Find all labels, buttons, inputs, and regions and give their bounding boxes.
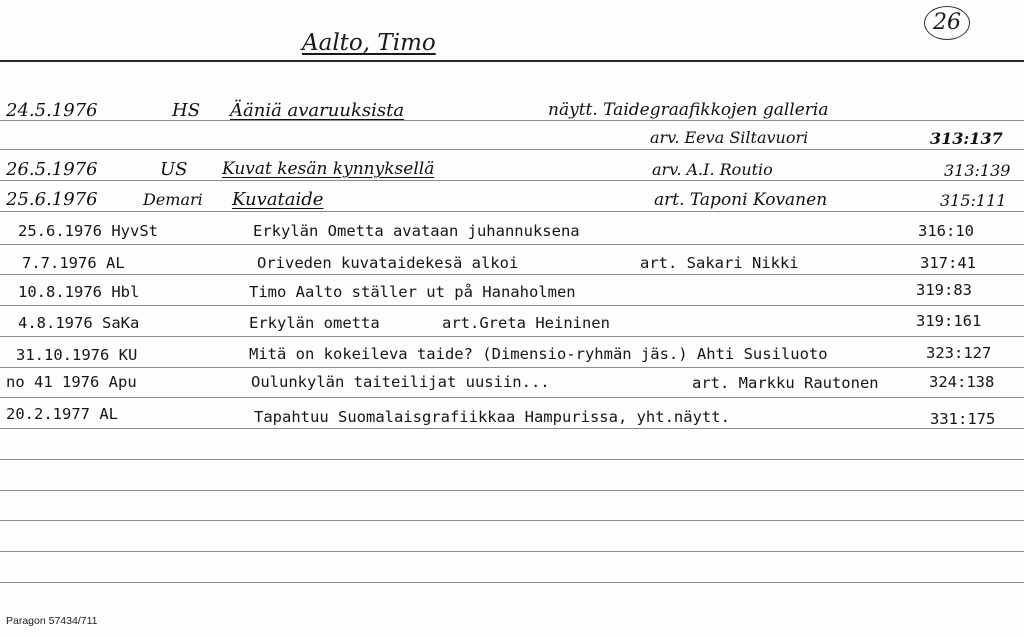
typed-entry-ref: 319:161 (916, 312, 982, 330)
typed-entry-date-source: no 41 1976 Apu (6, 373, 137, 391)
ruled-line (0, 367, 1024, 368)
typed-entry-ref: 319:83 (916, 281, 972, 299)
ruled-line (0, 274, 1024, 275)
typed-entry-title: Erkylän ometta (249, 314, 380, 332)
hw-entry-source: Demari (143, 190, 203, 209)
typed-entry-title: Mitä on kokeileva taide? (Dimensio-ryhmän jäs.) Ahti Susiluoto (249, 345, 828, 363)
ruled-line (0, 582, 1024, 583)
hw-entry-note: art. Taponi Kovanen (654, 190, 828, 210)
hw-entry-note: näytt. Taidegraafikkojen galleria (548, 100, 829, 120)
typed-entry-title: Oulunkylän taiteilijat uusiin... (251, 373, 550, 391)
hw-entry-ref: 313:137 (930, 129, 1003, 148)
card-title: Aalto, Timo (302, 30, 436, 56)
typed-entry-ref: 317:41 (920, 254, 976, 272)
ruled-line (0, 120, 1024, 121)
hw-entry-note2: arv. Eeva Siltavuori (650, 128, 809, 147)
typed-entry-title: Oriveden kuvataidekesä alkoi (257, 254, 519, 272)
ruled-line (0, 244, 1024, 245)
ruled-line (0, 397, 1024, 398)
hw-entry-source: HS (172, 100, 201, 121)
ruled-line (0, 490, 1024, 491)
typed-entry-date-source: 7.7.1976 AL (22, 254, 125, 272)
ruled-line (0, 428, 1024, 429)
hw-entry-ref: 315:111 (940, 191, 1007, 210)
hw-entry-title: Kuvat kesän kynnyksellä (222, 159, 435, 179)
header-rule (0, 60, 1024, 62)
hw-entry-ref: 313:139 (944, 161, 1011, 180)
hw-entry-date: 24.5.1976 (6, 100, 98, 121)
hw-entry-title: Ääniä avaruuksista (230, 100, 405, 121)
typed-entry-date-source: 31.10.1976 KU (16, 346, 138, 364)
page-number: 26 (924, 6, 970, 40)
typed-entry-title: Tapahtuu Suomalaisgrafiikkaa Hampurissa, yht.näytt. (254, 408, 730, 426)
typed-entry-date-source: 25.6.1976 HyvSt (18, 222, 158, 240)
typed-entry-date-source: 4.8.1976 SaKa (18, 314, 140, 332)
ruled-line (0, 551, 1024, 552)
hw-entry-date: 26.5.1976 (6, 159, 98, 180)
typed-entry-note: art. Sakari Nikki (640, 254, 799, 272)
hw-entry-source: US (160, 159, 188, 180)
ruled-line (0, 336, 1024, 337)
typed-entry-date-source: 10.8.1976 Hbl (18, 283, 140, 301)
typed-entry-ref: 331:175 (930, 410, 996, 428)
hw-entry-date: 25.6.1976 (6, 189, 98, 210)
typed-entry-title: Timo Aalto ställer ut på Hanaholmen (249, 283, 576, 301)
typed-entry-ref: 323:127 (926, 344, 992, 362)
typed-entry-note: art.Greta Heininen (442, 314, 610, 332)
ruled-line (0, 211, 1024, 212)
ruled-line (0, 520, 1024, 521)
typed-entry-title: Erkylän Ometta avataan juhannuksena (253, 222, 580, 240)
hw-entry-title: Kuvataide (232, 189, 324, 210)
typed-entry-ref: 324:138 (929, 373, 995, 391)
hw-entry-note: arv. A.I. Routio (652, 160, 773, 179)
ruled-line (0, 459, 1024, 460)
typed-entry-note: art. Markku Rautonen (692, 374, 879, 392)
typed-entry-date-source: 20.2.1977 AL (6, 405, 118, 423)
ruled-line (0, 305, 1024, 306)
card-manufacturer-code: Paragon 57434/711 (6, 615, 98, 627)
ruled-line (0, 149, 1024, 150)
ruled-line (0, 180, 1024, 181)
typed-entry-ref: 316:10 (918, 222, 974, 240)
